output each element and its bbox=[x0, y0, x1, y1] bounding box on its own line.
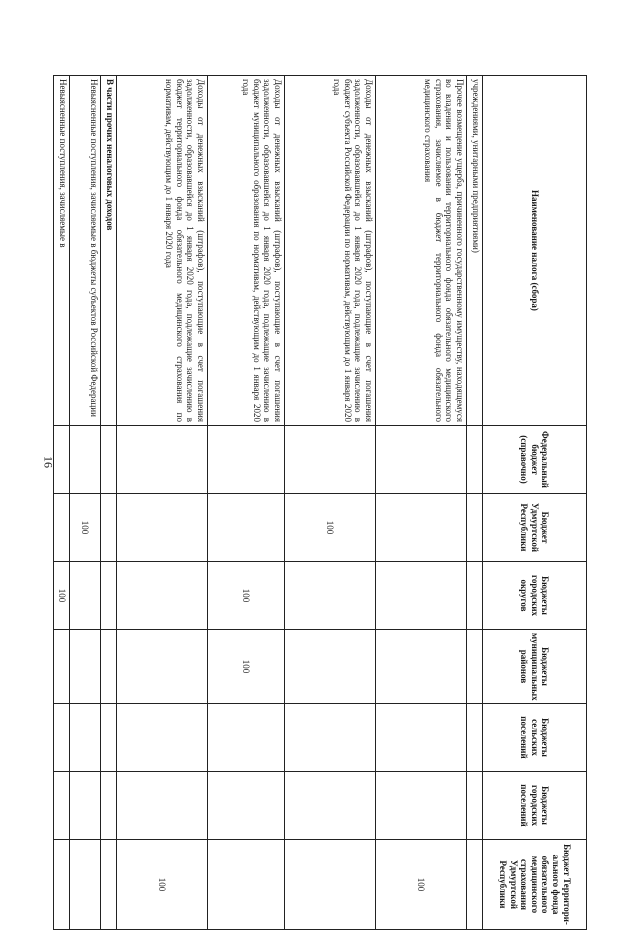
value-cell bbox=[54, 840, 70, 930]
value-cell bbox=[376, 772, 467, 840]
value-cell bbox=[207, 840, 284, 930]
table-header-row bbox=[483, 76, 587, 930]
value-cell: 100 bbox=[284, 494, 375, 562]
value-cell: 100 bbox=[207, 562, 284, 630]
value-cell bbox=[284, 772, 375, 840]
value-cell bbox=[70, 630, 100, 704]
value-cell bbox=[54, 704, 70, 772]
header-cell: Бюджеты сельских поселений bbox=[483, 704, 587, 772]
value-cell bbox=[467, 562, 483, 630]
value-cell: 100 bbox=[54, 562, 70, 630]
value-cell bbox=[54, 772, 70, 840]
header-cell: Наименование налога (сбора) bbox=[483, 76, 587, 426]
tax-name-cell: Невыясненные поступления, зачисляемые в bbox=[54, 76, 70, 426]
value-cell bbox=[54, 630, 70, 704]
header-cell: Бюджеты муниципальных районов bbox=[483, 630, 587, 704]
table-row bbox=[207, 76, 284, 930]
value-cell bbox=[116, 704, 207, 772]
tax-name-cell: Прочее возмещение ущерба, причиненного государственному имуществу, находящемуся во владении и пользовании территориального фонда обязательного медицинского страхования, зачисляемое в бюджет территориального фонда обязательного медицинского страхования bbox=[376, 76, 467, 426]
value-cell bbox=[116, 562, 207, 630]
header-cell: Бюджет Территори-ального фонда обязательного медицинского страхования Удмуртской Республики bbox=[483, 840, 587, 930]
value-cell bbox=[467, 630, 483, 704]
value-cell: 100 bbox=[70, 494, 100, 562]
value-cell bbox=[54, 426, 70, 494]
value-cell bbox=[116, 772, 207, 840]
value-cell bbox=[116, 426, 207, 494]
value-cell bbox=[70, 562, 100, 630]
value-cell bbox=[467, 840, 483, 930]
header-cell: Бюджеты городских округов bbox=[483, 562, 587, 630]
tax-name-cell: Доходы от денежных взысканий (штрафов), поступающие в счет погашения задолженности, образовавшейся до 1 января 2020 года, подлежащие зачислению в бюджет субъекта Российской Федерации по нормативам, действующим до 1 января 2020 года bbox=[284, 76, 375, 426]
value-cell bbox=[70, 840, 100, 930]
value-cell: 100 bbox=[116, 840, 207, 930]
value-cell bbox=[100, 494, 116, 562]
tax-name-cell: Доходы от денежных взысканий (штрафов), поступающие в счет погашения задолженности, образовавшейся до 1 января 2020 года, подлежащие зачислению в бюджет муниципального образования по нормативам, действующим до 1 января 2020 года bbox=[207, 76, 284, 426]
value-cell bbox=[376, 704, 467, 772]
value-cell bbox=[100, 630, 116, 704]
table-row bbox=[116, 76, 207, 930]
page-number: 16 bbox=[41, 456, 56, 468]
value-cell bbox=[284, 630, 375, 704]
header-cell: Бюджет Удмуртской Республики bbox=[483, 494, 587, 562]
value-cell bbox=[100, 840, 116, 930]
value-cell: 100 bbox=[207, 630, 284, 704]
value-cell bbox=[467, 772, 483, 840]
value-cell bbox=[284, 704, 375, 772]
value-cell bbox=[54, 494, 70, 562]
value-cell bbox=[207, 426, 284, 494]
value-cell bbox=[467, 704, 483, 772]
value-cell bbox=[467, 426, 483, 494]
value-cell bbox=[376, 630, 467, 704]
tax-name-cell: Невыясненные поступления, зачисляемые в бюджеты субъектов Российской Федерации bbox=[70, 76, 100, 426]
value-cell bbox=[116, 494, 207, 562]
value-cell bbox=[70, 704, 100, 772]
value-cell bbox=[376, 494, 467, 562]
value-cell bbox=[284, 840, 375, 930]
value-cell bbox=[70, 426, 100, 494]
table-row bbox=[376, 76, 467, 930]
table-row bbox=[54, 76, 70, 930]
value-cell bbox=[70, 772, 100, 840]
value-cell bbox=[207, 494, 284, 562]
tax-name-cell: учреждениями, унитарными предприятиями) bbox=[467, 76, 483, 426]
value-cell: 100 bbox=[376, 840, 467, 930]
header-cell: Федеральный бюджет (справочно) bbox=[483, 426, 587, 494]
value-cell bbox=[284, 426, 375, 494]
section-title: В части прочих неналоговых доходов bbox=[100, 76, 116, 426]
value-cell bbox=[376, 562, 467, 630]
section-row bbox=[100, 76, 116, 930]
table-row bbox=[467, 76, 483, 930]
value-cell bbox=[207, 704, 284, 772]
value-cell bbox=[100, 426, 116, 494]
table-row bbox=[284, 76, 375, 930]
value-cell bbox=[100, 562, 116, 630]
value-cell bbox=[284, 562, 375, 630]
header-cell: Бюджеты городских поселений bbox=[483, 772, 587, 840]
value-cell bbox=[100, 704, 116, 772]
value-cell bbox=[116, 630, 207, 704]
tax-name-cell: Доходы от денежных взысканий (штрафов), поступающие в счет погашения задолженности, образовавшейся до 1 января 2020 года, подлежащие зачислению в бюджет территориального фонда обязательного медицинского страхования по нормативам, действующим до 1 января 2020 года bbox=[116, 76, 207, 426]
table-row bbox=[70, 76, 100, 930]
rotated-table-container bbox=[53, 75, 587, 925]
value-cell bbox=[376, 426, 467, 494]
value-cell bbox=[467, 494, 483, 562]
value-cell bbox=[100, 772, 116, 840]
tax-distribution-table bbox=[53, 75, 587, 930]
value-cell bbox=[207, 772, 284, 840]
